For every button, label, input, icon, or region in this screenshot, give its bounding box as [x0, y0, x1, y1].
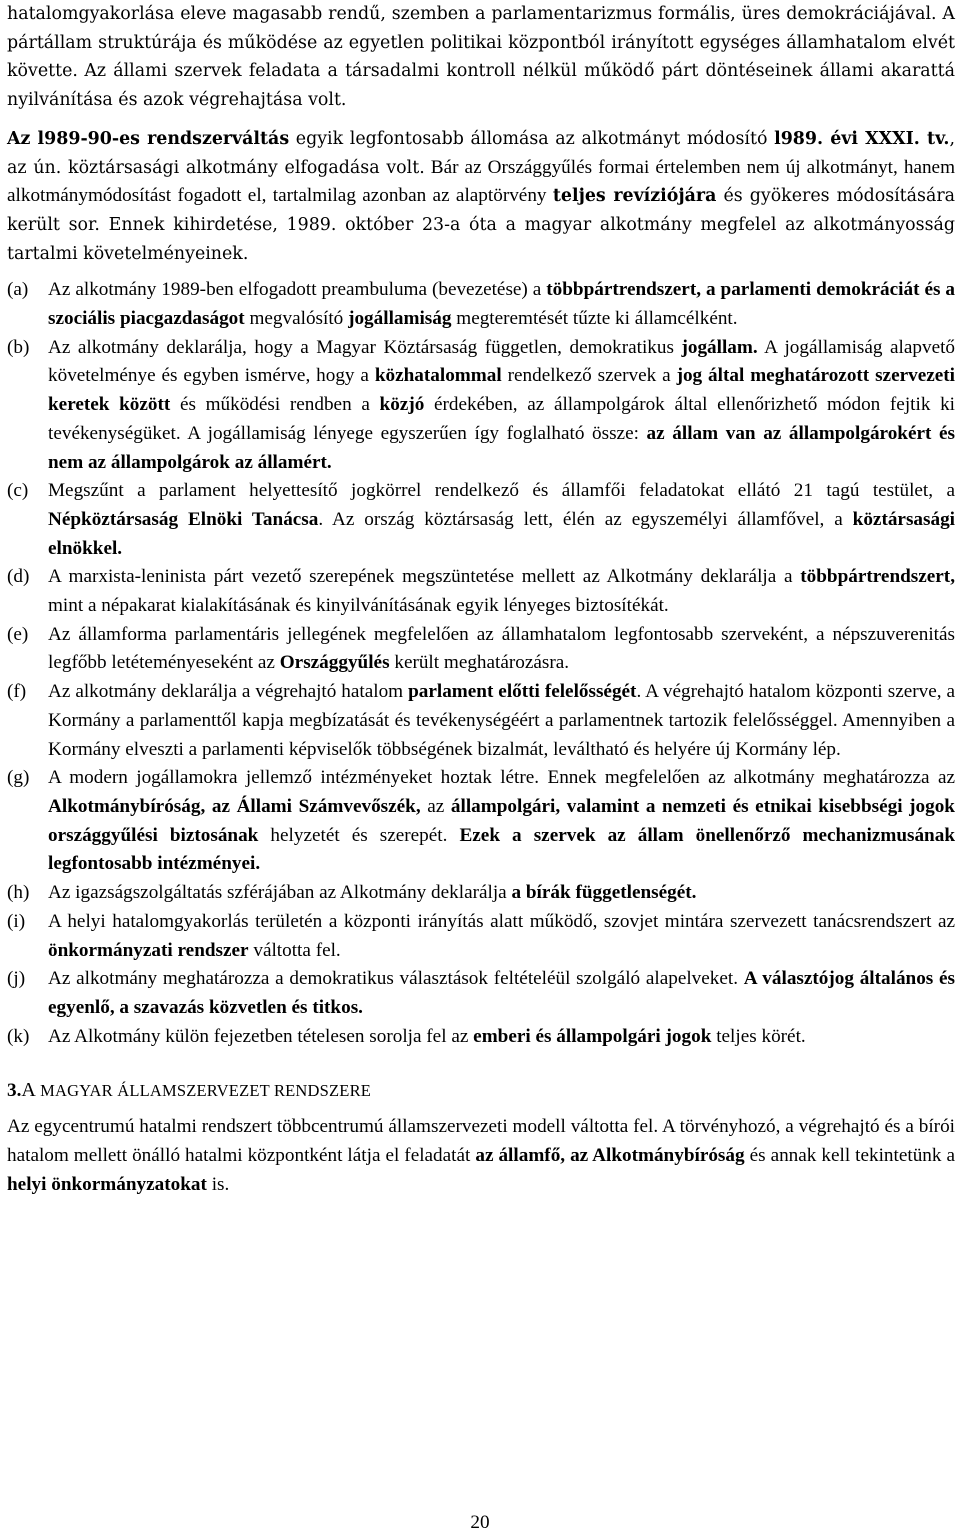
text: mint a népakarat kialakításának és kinyilvánításának egyik lényeges biztosítékát.	[48, 595, 669, 617]
bold-text: emberi és állampolgári jogok	[473, 1025, 712, 1047]
bold-text: jogállamiság	[348, 308, 452, 330]
bold-text: többpártrendszert,	[800, 566, 955, 588]
text: . Az ország köztársaság lett, élén az egyszemélyi államfővel, a	[318, 508, 853, 530]
text: A modern jogállamokra jellemző intézményeket hoztak létre. Ennek megfelelően az alkotmány meghatározza az	[48, 767, 955, 789]
list-marker: (j)	[7, 968, 26, 990]
text: , az ún. köztársasági alkotmány elfogadása volt.	[7, 128, 956, 178]
bold-text: jog által meghatározott szervezeti keretek között	[48, 365, 955, 416]
list-item-i	[7, 908, 955, 965]
bold-text: a bírák függetlenségét.	[511, 882, 697, 904]
list-marker: (h)	[7, 882, 30, 904]
bold-text: l989. évi XXXI. tv.	[774, 128, 950, 149]
text: is.	[206, 1173, 230, 1195]
section-3-heading	[7, 1076, 955, 1105]
text: és annak kell tekintetünk a	[744, 1145, 955, 1167]
page-number: 20	[470, 1512, 490, 1533]
list-item-e	[7, 621, 955, 678]
bold-text: Népköztársaság Elnöki Tanácsa	[48, 508, 319, 530]
text: Az igazságszolgáltatás szférájában az Alkotmány deklarálja	[48, 882, 512, 904]
bold-text: Az l989-90-es rendszerváltás	[7, 128, 290, 149]
list-marker: (k)	[7, 1025, 30, 1047]
bold-text: az állam van az állampolgárokért és nem az állampolgárok az államért.	[48, 422, 955, 473]
bold-text: önkormányzati rendszer	[48, 939, 249, 961]
list-marker: (g)	[7, 767, 30, 789]
section-3-paragraph	[7, 1113, 955, 1199]
text: váltotta fel.	[248, 939, 341, 961]
text: Az alkotmány 1989-ben elfogadott preambuluma (bevezetése) a	[48, 279, 547, 301]
list-item-g	[7, 764, 955, 879]
text: és működési rendben a	[170, 394, 380, 416]
text: helyzetét és szerepét.	[258, 824, 460, 846]
bold-text: Ezek a szervek az állam önellenőrző mechanizmusának legfontosabb intézményei.	[48, 824, 955, 875]
bold-text: állampolgári, valamint a nemzeti és etnikai kisebbségi jogok országgyűlési biztosának	[48, 795, 955, 846]
text: Bár az Országgyűlés formai értelemben nem új alkotmányt, hanem alkotmánymódosítást fogadott el, tartalmilag azonban az alaptörvény	[7, 156, 955, 207]
intro-paragraph-1	[7, 0, 955, 115]
list-item-f	[7, 678, 955, 764]
text: A helyi hatalomgyakorlás területén a központi irányítás alatt működő, szovjet mintára szervezett tanácsrendszert az	[48, 910, 955, 932]
section-title: MAGYAR ÁLLAMSZERVEZET RENDSZERE	[35, 1081, 372, 1101]
text: . A végrehajtó hatalom központi szerve, a Kormány a parlamenttől kapja megbízatását és tevékenységéért a parlamentnek tartozik felelősséggel. Amennyiben a Kormány elveszti a parlamenti képviselők többségének bizalmát, leváltható és helyére új Kormány lép.	[48, 681, 955, 760]
text: érdekében, az állampolgárok által ellenőrizhető módon fejtik ki tevékenységüket. A jogállamiság lényege egyszerűen így foglalható össze:	[48, 394, 955, 444]
text: került meghatározásra.	[389, 652, 570, 674]
bold-text: parlament előtti felelősségét	[408, 681, 637, 703]
intro-p1-sentence-2: Az állami szervek feladata a társadalmi kontroll nélkül működő párt döntéseinek állami akarattá nyilvánítása és azok végrehajtása volt.	[7, 61, 955, 111]
bold-text: jogállam.	[681, 336, 758, 358]
list-marker: (f)	[7, 681, 27, 703]
bold-text: közhatalommal	[374, 365, 502, 387]
list-marker: (b)	[7, 336, 30, 358]
list-item-d	[7, 563, 955, 620]
text: egyik legfontosabb állomása az alkotmányt módosító	[289, 128, 775, 149]
text: teljes körét.	[711, 1025, 806, 1047]
text: Az alkotmány deklarálja a végrehajtó hatalom	[48, 681, 409, 703]
text: Az Alkotmány külön fejezetben tételesen sorolja fel az	[48, 1025, 474, 1047]
text: Megszűnt a parlament helyettesítő jogkörrel rendelkező és államfői feladatokat ellátó 21 tagú testület, a	[48, 480, 955, 502]
bold-text: A választójog általános és egyenlő, a szavazás közvetlen és titkos.	[48, 968, 955, 1018]
list-item-c	[7, 477, 955, 563]
text: A jogállamiság alapvető követelménye és egyben ismérve, hogy a	[48, 336, 956, 387]
bold-text: közjó	[379, 394, 425, 416]
list-item-h	[7, 879, 955, 908]
text: az	[420, 795, 451, 817]
text: Az alkotmány meghatározza a demokratikus választások feltételéül szolgáló alapelveket.	[48, 968, 744, 990]
text: A marxista-leninista párt vezető szerepének megszüntetése mellett az Alkotmány deklarálja a	[48, 566, 801, 588]
text: megvalósító	[244, 308, 349, 330]
bold-text: helyi önkormányzatokat	[7, 1173, 207, 1195]
list-marker: (d)	[7, 566, 30, 588]
text: és gyökeres módosítására került sor. Ennek kihirdetése, 1989. október 23-a óta a magyar alkotmány megfelel az alkotmányosság tartalmi követelményeinek.	[7, 186, 956, 264]
list-item-k	[7, 1023, 955, 1052]
list-item-b	[7, 334, 955, 478]
list-item-a	[7, 276, 955, 333]
text: Az államforma parlamentáris jellegének megfelelően az államhatalom legfontosabb szerveként, a népszuverenitás legfőbb letéteményeseként az	[48, 623, 955, 674]
bold-text: teljes revíziójára	[552, 186, 717, 207]
text: rendelkező szervek a	[501, 365, 677, 387]
bold-text: az államfő, az Alkotmánybíróság	[475, 1145, 745, 1167]
list-marker: (e)	[7, 623, 29, 645]
intro-p1-sentence-1: hatalomgyakorlása eleve magasabb rendű, szemben a parlamentarizmus formális, üres demokráciájával. A pártállam struktúrája és működése az egyetlen politikai központból irányított egységes államhatalom elvét követte.	[7, 4, 955, 82]
bold-text: Alkotmánybíróság, az Állami Számvevőszék,	[48, 795, 421, 817]
section-number: 3.	[7, 1080, 22, 1102]
intro-paragraph-2	[7, 125, 955, 269]
section-title-first-letter: A	[21, 1079, 36, 1102]
list-marker: (c)	[7, 480, 29, 502]
list-marker: (a)	[7, 279, 29, 301]
list-marker: (i)	[7, 910, 26, 932]
document-page	[7, 0, 955, 1199]
bold-text: Országgyűlés	[279, 652, 390, 674]
text: Az alkotmány deklarálja, hogy a Magyar Köztársaság független, demokratikus	[48, 336, 682, 358]
bold-text: többpártrendszert, a parlamenti demokráciát és a szociális piacgazdaságot	[48, 279, 955, 330]
bold-text: köztársasági elnökkel.	[48, 508, 955, 559]
text: megteremtését tűzte ki államcélként.	[451, 308, 738, 330]
list-item-j	[7, 965, 955, 1022]
text: Az egycentrumú hatalmi rendszert többcentrumú államszervezeti modell váltotta fel. A törvényhozó, a végrehajtó és a bírói hatalom mellett önálló hatalmi központként látja el feladatát	[7, 1116, 955, 1167]
